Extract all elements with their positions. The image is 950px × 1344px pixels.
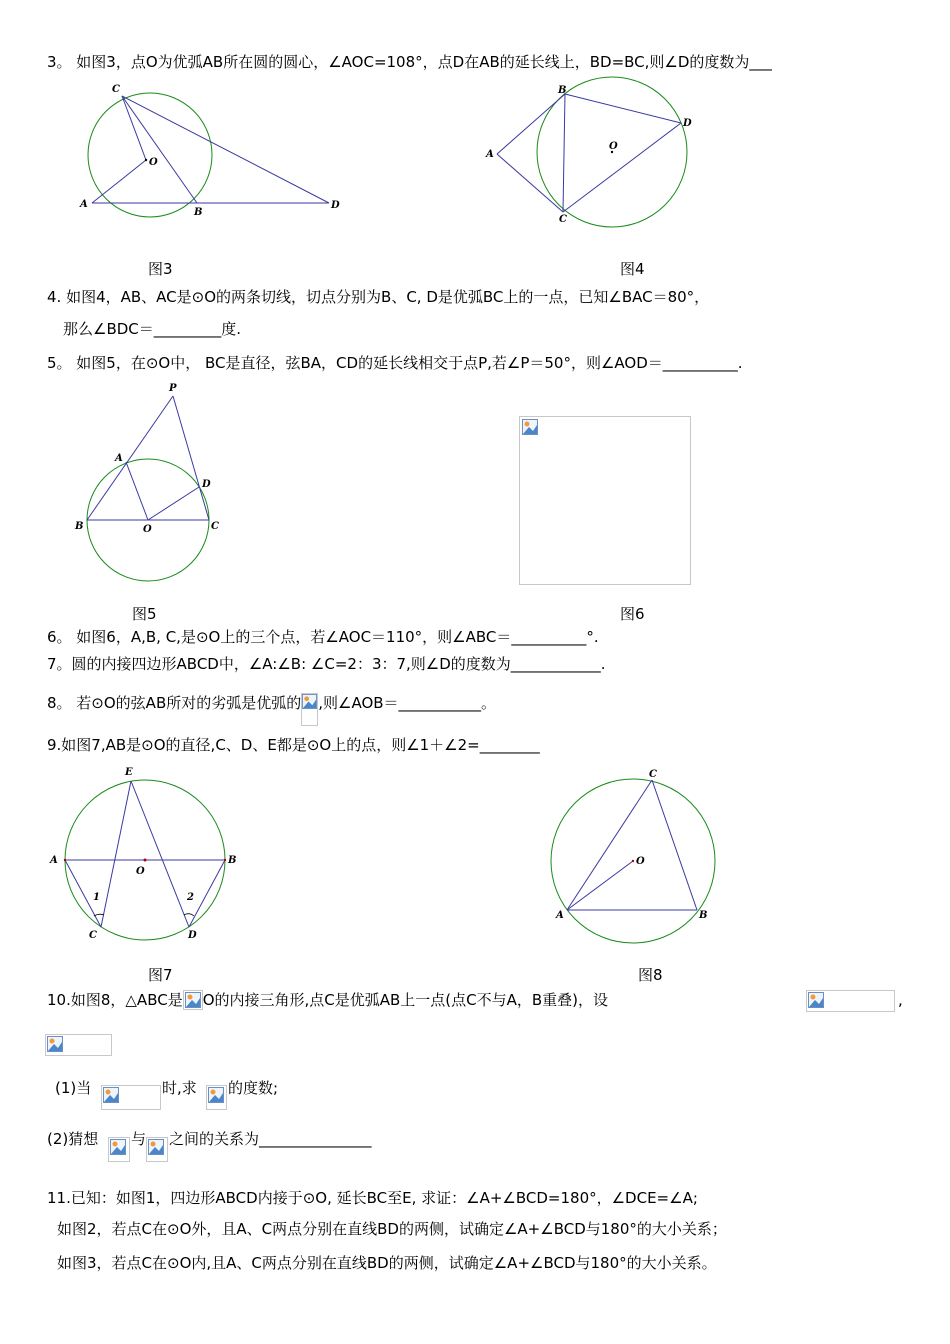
fig8-line-ao (567, 861, 633, 910)
figure-8-caption: 图8 (638, 966, 663, 984)
broken-image-icon (302, 694, 317, 709)
fig4-label-c: C (559, 214, 567, 225)
fig5-label-a: A (115, 453, 123, 464)
problem-3-text: 3。 如图3，点O为优弧AB所在圆的圆心，∠AOC=108°，点D在AB的延长线上，BD=BC,则∠D的度数为___ (47, 53, 772, 71)
figure-5-caption: 图5 (132, 605, 157, 623)
problem-11-text-2: 如图2，若点C在⊙O外，且A、C两点分别在直线BD的两侧，试确定∠A+∠BCD与180°的大小关系； (57, 1220, 727, 1238)
problem-10-text-b: O的内接三角形,点C是优弧AB上一点(点C不与A，B重叠)，设 (202, 991, 609, 1009)
problem-10-1-b: 时,求 (162, 1079, 197, 1097)
fig4-label-d: D (683, 118, 692, 129)
fig5-label-d: D (202, 479, 211, 490)
fig4-line-bd (565, 94, 681, 123)
broken-image-icon (103, 1087, 119, 1103)
fig3-label-d: D (331, 200, 340, 211)
equation-image-placeholder-6 (146, 1137, 168, 1162)
circle-symbol-image-placeholder (183, 990, 203, 1010)
problem-7-text: 7。圆的内接四边形ABCD中，∠A:∠B: ∠C=2：3：7,则∠D的度数为____________. (47, 655, 606, 673)
problem-4-text: 4. 如图4，AB、AC是⊙O的两条切线，切点分别为B、C, D是优弧BC上的一点，已知∠BAC＝80°， (47, 288, 710, 306)
fig5-label-o: O (143, 524, 152, 535)
fig7-label-e: E (125, 767, 133, 778)
equation-image-placeholder-3 (101, 1085, 161, 1110)
equation-image-placeholder-4 (206, 1085, 227, 1110)
fig5-label-p: P (169, 383, 177, 394)
fig5-line-pb (87, 396, 173, 520)
fraction-image-placeholder (301, 693, 318, 726)
figure-6-caption: 图6 (620, 605, 645, 623)
fig7-label-c: C (89, 930, 97, 941)
problem-10-1-a: (1)当 (55, 1079, 92, 1097)
figure-6-image-placeholder (519, 416, 691, 585)
fig8-label-b: B (699, 910, 708, 921)
problem-11-text: 11.已知：如图1，四边形ABCD内接于⊙O, 延长BC至E, 求证：∠A+∠BCD=180°，∠DCE=∠A; (47, 1189, 698, 1207)
broken-image-icon (47, 1036, 63, 1052)
fig3-label-a: A (80, 199, 88, 210)
fig7-label-d: D (188, 930, 197, 941)
equation-image-placeholder-2 (45, 1034, 112, 1056)
fig8-line-bc (652, 780, 697, 910)
broken-image-icon (808, 992, 824, 1008)
fig8-label-c: C (649, 769, 657, 780)
problem-10-2-a: (2)猜想 (47, 1130, 99, 1148)
fig7-label-b: B (228, 855, 237, 866)
problem-10-text-a: 10.如图8，△ABC是 (47, 991, 183, 1009)
broken-image-icon (185, 992, 201, 1008)
fig4-line-ab (497, 94, 565, 154)
figure-8 (0, 760, 950, 960)
fig8-line-ac (567, 780, 652, 910)
problem-9-text: 9.如图7,AB是⊙O的直径,C、D、E都是⊙O上的点，则∠1＋∠2=________ (47, 736, 540, 754)
problem-6-text: 6。 如图6，A,B, C,是⊙O上的三个点，若∠AOC＝110°，则∠ABC＝__________°. (47, 628, 599, 646)
figure-7-caption: 图7 (148, 966, 173, 984)
equation-image-placeholder-5 (108, 1137, 130, 1162)
fig4-label-o: O (609, 141, 618, 152)
problem-11-text-3: 如图3，若点C在⊙O内,且A、C两点分别在直线BD的两侧，试确定∠A+∠BCD与180°的大小关系。 (57, 1254, 717, 1272)
fig4-line-bc (563, 94, 565, 212)
figure-4 (0, 0, 950, 260)
problem-10-1-c: 的度数; (228, 1079, 279, 1097)
problem-10-2-c: 之间的关系为_______________ (169, 1130, 372, 1148)
broken-image-icon (110, 1139, 126, 1155)
fig4-label-b: B (558, 85, 567, 96)
problem-8-text (47, 693, 496, 726)
fig4-line-ac (497, 154, 563, 212)
figure-4-caption: 图4 (620, 260, 645, 278)
fig4-line-cd (563, 123, 681, 212)
broken-image-icon (148, 1139, 164, 1155)
problem-5-text: 5。 如图5，在⊙O中， BC是直径，弦BA，CD的延长线相交于点P,若∠P＝50°，则∠AOD＝__________. (47, 354, 743, 372)
fig5-line-do (148, 487, 199, 520)
fig5-line-pc (173, 396, 209, 520)
fig5-label-b: B (75, 521, 84, 532)
broken-image-icon (208, 1087, 224, 1103)
fig3-label-b: B (194, 207, 203, 218)
fig7-label-2: 2 (187, 892, 194, 903)
fig8-label-a: A (556, 910, 564, 921)
fig5-line-ao (126, 462, 148, 520)
problem-8-text-a: 8。 若⊙O的弦AB所对的劣弧是优弧的 (47, 694, 302, 712)
fig3-label-c: C (112, 84, 120, 95)
fig4-label-a: A (486, 149, 494, 160)
fig3-label-o: O (149, 157, 158, 168)
broken-image-icon (522, 419, 538, 435)
fig7-label-a: A (50, 855, 58, 866)
fig7-label-o: O (136, 866, 145, 877)
problem-10-comma: , (898, 991, 903, 1009)
problem-8-text-b: ,则∠AOB＝___________。 (318, 694, 497, 712)
equation-image-placeholder-1 (806, 990, 895, 1012)
figure-5 (0, 370, 300, 610)
fig5-label-c: C (211, 521, 219, 532)
problem-4-text-cont: 那么∠BDC＝_________度. (63, 320, 242, 338)
figure-3-caption: 图3 (148, 260, 173, 278)
fig8-label-o: O (636, 856, 645, 867)
fig7-label-1: 1 (93, 892, 100, 903)
problem-10-text (47, 990, 608, 1010)
problem-10-2-b: 与 (131, 1130, 147, 1148)
